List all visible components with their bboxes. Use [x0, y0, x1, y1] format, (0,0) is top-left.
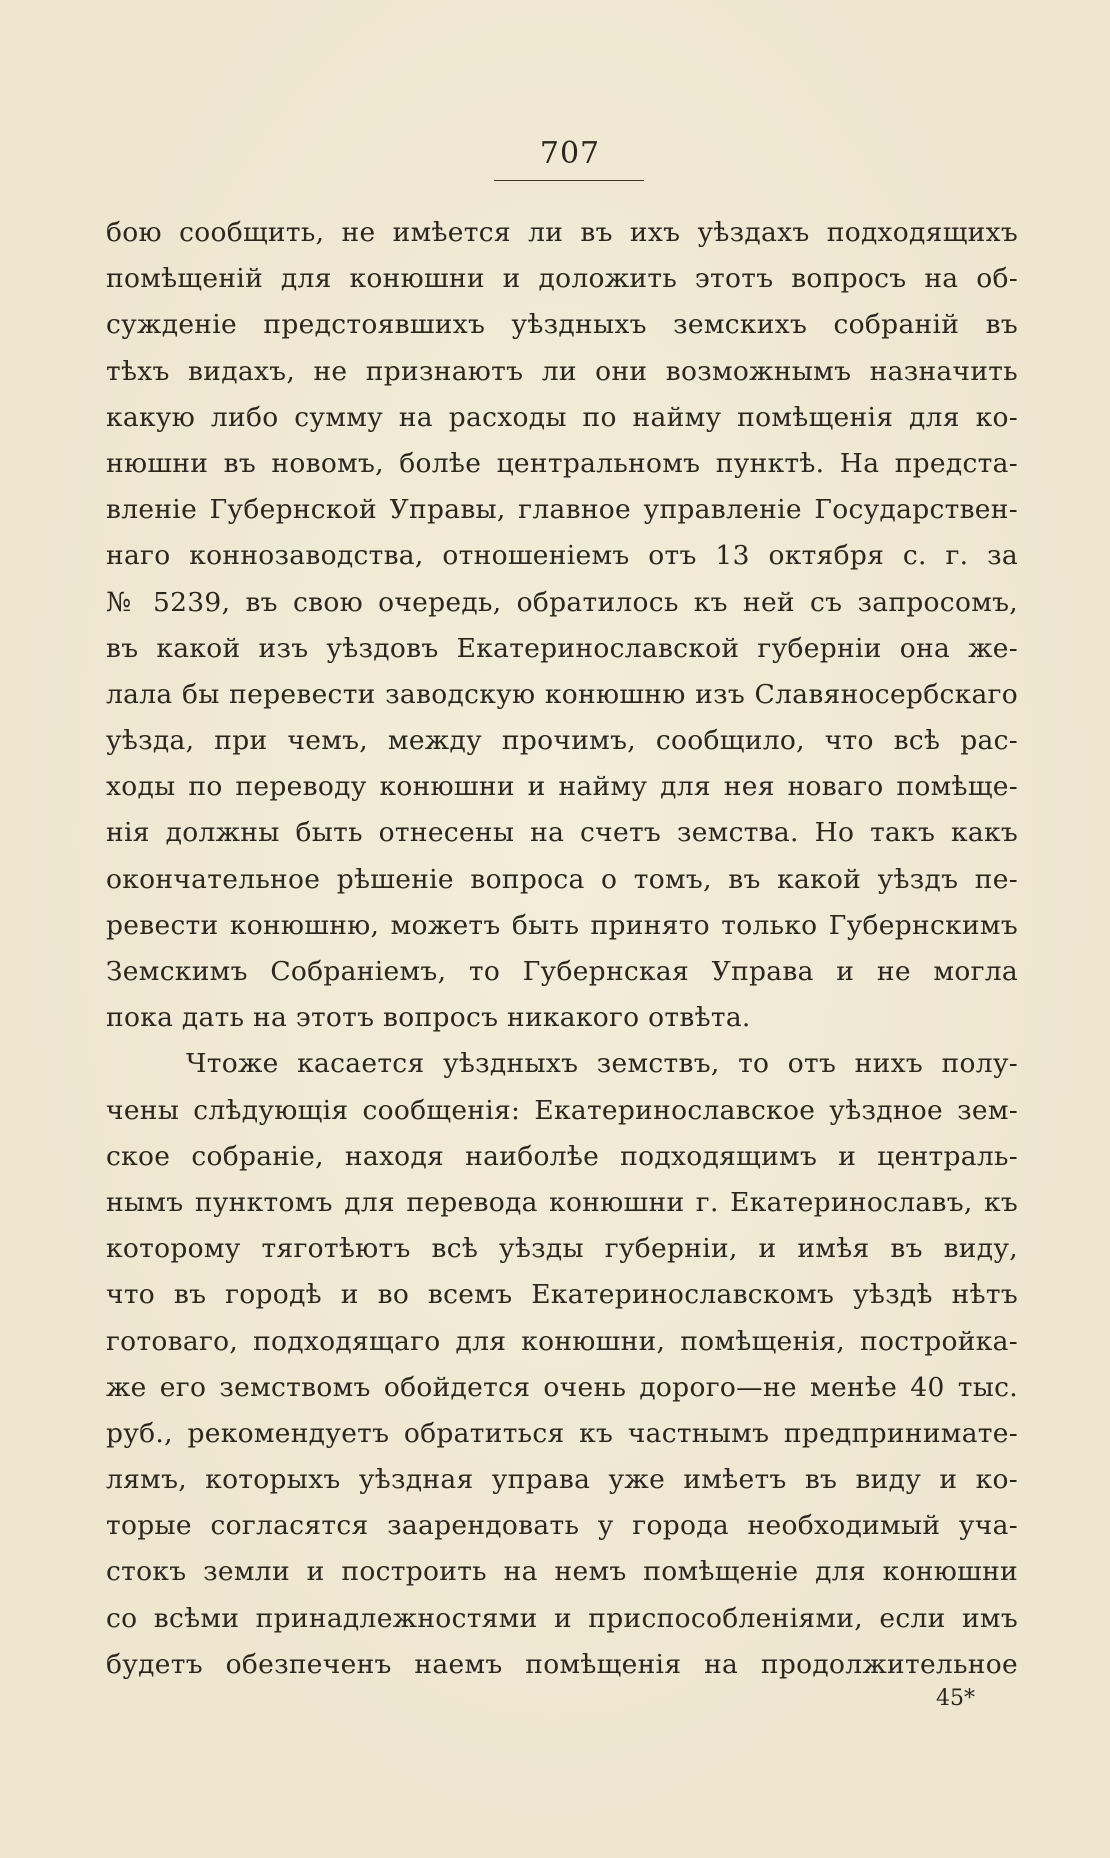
text-line: Чтоже касается уѣздныхъ земствъ, то отъ нихъ полу-: [186, 1048, 1018, 1080]
paragraph: [106, 210, 1018, 1041]
text-line: сужденіе предстоявшихъ уѣздныхъ земскихъ собраній въ: [106, 309, 1018, 341]
text-line: ходы по переводу конюшни и найму для нея новаго помѣще-: [106, 771, 1018, 803]
text-line: которому тяготѣютъ всѣ уѣзды губерніи, и имѣя въ виду,: [106, 1233, 1018, 1265]
text-line: помѣщеній для конюшни и доложить этотъ вопросъ на об-: [106, 263, 1018, 295]
text-line: бою сообщить, не имѣется ли въ ихъ уѣздахъ подходящихъ: [106, 217, 1018, 248]
text-line: торые согласятся заарендовать у города необходимый уча-: [106, 1510, 1018, 1542]
text-line: лала бы перевести заводскую конюшню изъ Славяносербскаго: [106, 678, 1018, 710]
page-number: 707: [539, 136, 601, 171]
text-line: № 5239, въ свою очередь, обратилось къ ней съ запросомъ,: [106, 586, 1018, 618]
text-line: пока дать на этотъ вопросъ никакого отвѣта.: [106, 1002, 751, 1034]
text-line: вленіе Губернской Управы, главное управленіе Государствен-: [106, 494, 1018, 526]
text-line: въ какой изъ уѣздовъ Екатеринославской губерніи она же-: [106, 632, 1018, 664]
text-line: ское собраніе, находя наиболѣе подходящимъ и централь-: [106, 1140, 1018, 1172]
text-line: лямъ, которыхъ уѣздная управа уже имѣетъ въ виду и ко-: [106, 1464, 1018, 1496]
text-line: ревести конюшню, можетъ быть принято только Губернскимъ: [106, 909, 1018, 941]
signature-mark: 45*: [936, 1686, 975, 1711]
text-line: нія должны быть отнесены на счетъ земства. Но такъ какъ: [106, 817, 1018, 849]
text-line: готоваго, подходящаго для конюшни, помѣщенія, постройка-: [106, 1325, 1018, 1357]
text-line: тѣхъ видахъ, не признаютъ ли они возможнымъ назначить: [106, 355, 1018, 387]
text-line: же его земствомъ обойдется очень дорого—не менѣе 40 тыс.: [106, 1371, 1018, 1403]
text-line: какую либо сумму на расходы по найму помѣщенія для ко-: [106, 401, 1018, 433]
text-line: чены слѣдующія сообщенія: Екатеринославское уѣздное зем-: [106, 1094, 1018, 1126]
paragraph: [106, 1041, 1018, 1688]
text-line: наго коннозаводства, отношеніемъ отъ 13 октября с. г. за: [106, 540, 1018, 572]
text-line: со всѣми принадлежностями и приспособленіями, если имъ: [106, 1602, 1018, 1634]
text-line: стокъ земли и построить на немъ помѣщеніе для конюшни: [106, 1556, 1018, 1588]
text-line: что въ городѣ и во всемъ Екатеринославскомъ уѣздѣ нѣтъ: [106, 1279, 1018, 1311]
text-line: уѣзда, при чемъ, между прочимъ, сообщило, что всѣ рас-: [106, 725, 1018, 757]
text-line: нюшни въ новомъ, болѣе центральномъ пунктѣ. На предста-: [106, 447, 1018, 479]
body-text: [106, 210, 1018, 1688]
page-number-rule: [494, 180, 644, 181]
text-line: нымъ пунктомъ для перевода конюшни г. Екатеринославъ, къ: [106, 1186, 1018, 1218]
text-line: будетъ обезпеченъ наемъ помѣщенія на продолжительное: [106, 1648, 1018, 1680]
text-line: окончательное рѣшеніе вопроса о томъ, въ какой уѣздъ пе-: [106, 863, 1018, 895]
text-line: Земскимъ Собраніемъ, то Губернская Управа и не могла: [106, 956, 1018, 987]
text-line: руб., рекомендуетъ обратиться къ частнымъ предпринимате-: [106, 1417, 1018, 1449]
